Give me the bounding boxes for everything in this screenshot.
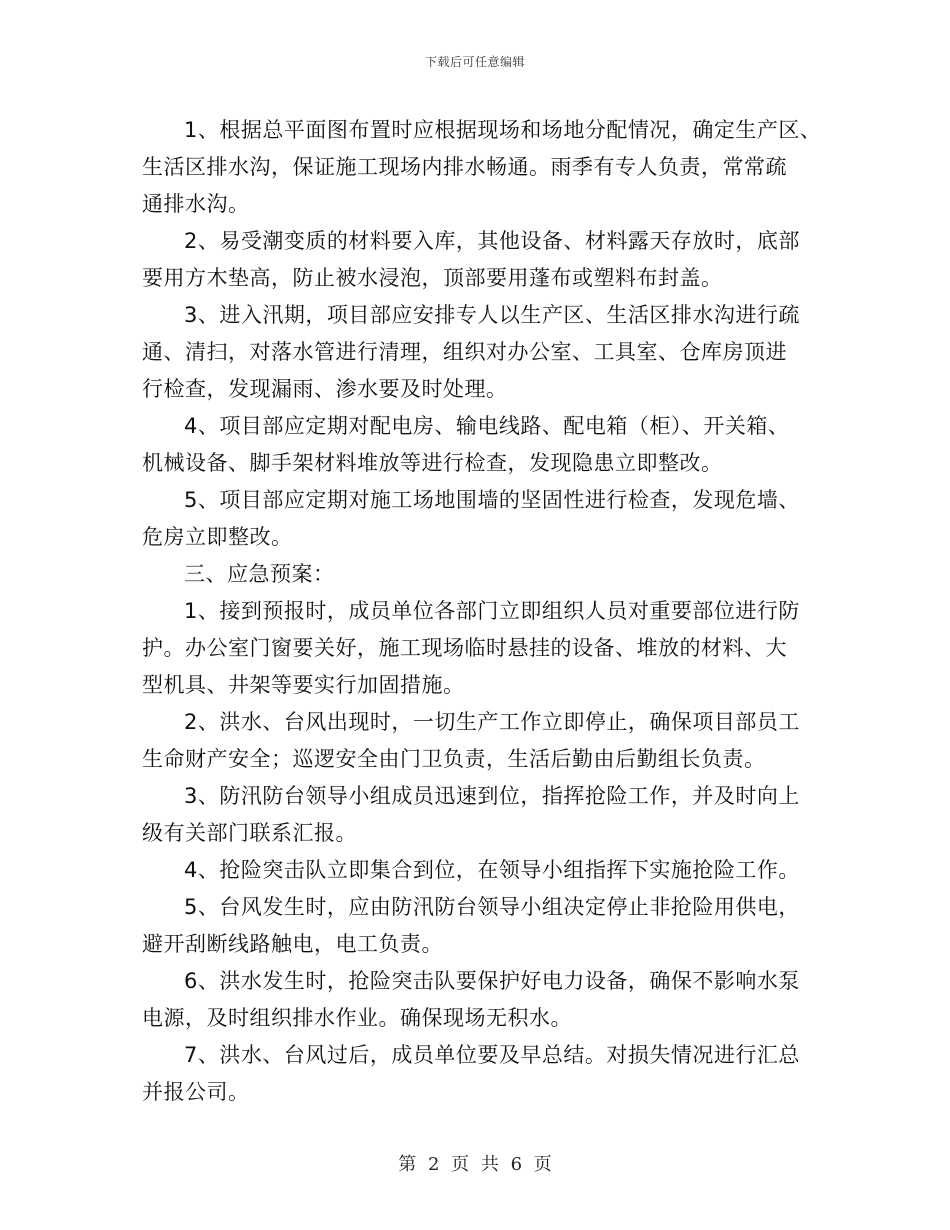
document-body bbox=[142, 112, 832, 1111]
paragraph bbox=[142, 852, 832, 889]
paragraph-line: 6、洪水发生时，抢险突击队要保护好电力设备，确保不影响水泵 bbox=[184, 969, 800, 993]
paragraph-line: 4、抢险突击队立即集合到位，在领导小组指挥下实施抢险工作。 bbox=[184, 858, 800, 882]
paragraph-line: 生活区排水沟，保证施工现场内排水畅通。雨季有专人负责，常常疏 bbox=[142, 155, 787, 179]
paragraph-line: 要用方木垫高，防止被水浸泡，顶部要用蓬布或塑料布封盖。 bbox=[142, 266, 723, 290]
paragraph-line: 4、项目部应定期对配电房、输电线路、配电箱（柜）、开关箱、 bbox=[184, 414, 790, 438]
page-footer: 第 2 页 共 6 页 bbox=[398, 1154, 552, 1175]
paragraph-line: 5、项目部应定期对施工场地围墙的坚固性进行检查，发现危墙、 bbox=[184, 488, 800, 512]
paragraph-line: 1、接到预报时，成员单位各部门立即组织人员对重要部位进行防 bbox=[184, 599, 800, 623]
paragraph-line: 行检查，发现漏雨、渗水要及时处理。 bbox=[142, 377, 508, 401]
paragraph bbox=[142, 593, 832, 704]
paragraph-line: 三、应急预案： bbox=[184, 562, 335, 586]
paragraph-line: 并报公司。 bbox=[142, 1080, 250, 1104]
page-header: 下载后可任意编辑 bbox=[424, 55, 525, 69]
paragraph-line: 生命财产安全；巡逻安全由门卫负责，生活后勤由后勤组长负责。 bbox=[142, 747, 766, 771]
paragraph-line: 通排水沟。 bbox=[142, 192, 250, 216]
paragraph bbox=[142, 112, 832, 223]
paragraph bbox=[142, 482, 832, 556]
paragraph bbox=[142, 223, 832, 297]
paragraph bbox=[142, 1037, 832, 1111]
paragraph-line: 3、进入汛期，项目部应安排专人以生产区、生活区排水沟进行疏 bbox=[184, 303, 800, 327]
paragraph-line: 2、易受潮变质的材料要入库，其他设备、材料露天存放时，底部 bbox=[184, 229, 800, 253]
paragraph bbox=[142, 889, 832, 963]
paragraph-line: 5、台风发生时，应由防汛防台领导小组决定停止非抢险用供电， bbox=[184, 895, 800, 919]
paragraph-line: 型机具、井架等要实行加固措施。 bbox=[142, 673, 465, 697]
paragraph-line: 护。办公室门窗要关好，施工现场临时悬挂的设备、堆放的材料、大 bbox=[142, 636, 787, 660]
paragraph-line: 通、清扫，对落水管进行清理，组织对办公室、工具室、仓库房顶进 bbox=[142, 340, 787, 364]
paragraph-line: 7、洪水、台风过后，成员单位要及早总结。对损失情况进行汇总 bbox=[184, 1043, 800, 1067]
paragraph-line: 1、根据总平面图布置时应根据现场和场地分配情况，确定生产区、 bbox=[184, 118, 822, 142]
paragraph-line: 电源，及时组织排水作业。确保现场无积水。 bbox=[142, 1006, 572, 1030]
paragraph bbox=[142, 778, 832, 852]
paragraph-line: 避开刮断线路触电，电工负责。 bbox=[142, 932, 443, 956]
paragraph-line: 2、洪水、台风出现时，一切生产工作立即停止，确保项目部员工 bbox=[184, 710, 800, 734]
paragraph-line: 3、防汛防台领导小组成员迅速到位，指挥抢险工作，并及时向上 bbox=[184, 784, 800, 808]
paragraph bbox=[142, 704, 832, 778]
paragraph-line: 机械设备、脚手架材料堆放等进行检查，发现隐患立即整改。 bbox=[142, 451, 723, 475]
paragraph-line: 级有关部门联系汇报。 bbox=[142, 821, 357, 845]
paragraph bbox=[142, 556, 832, 593]
paragraph bbox=[142, 408, 832, 482]
paragraph-line: 危房立即整改。 bbox=[142, 525, 293, 549]
paragraph bbox=[142, 963, 832, 1037]
paragraph bbox=[142, 297, 832, 408]
